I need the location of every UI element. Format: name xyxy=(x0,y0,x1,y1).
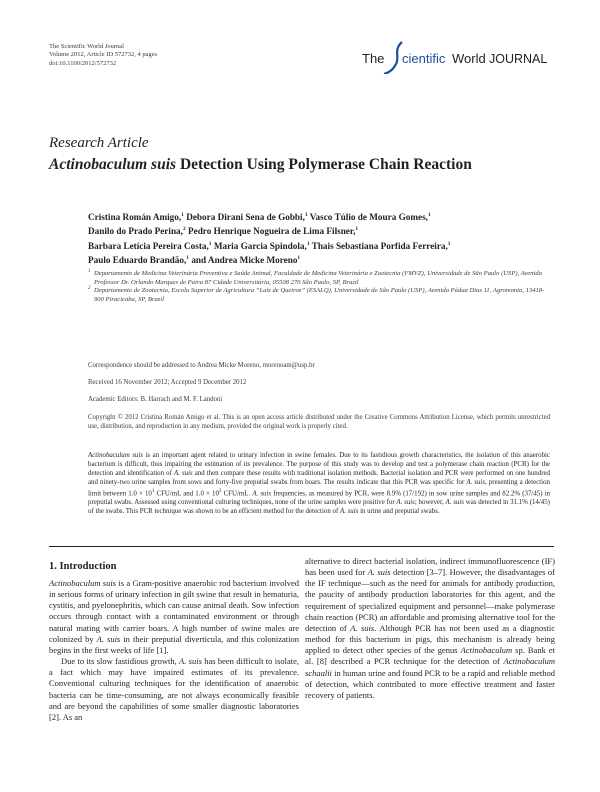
correspondence-email[interactable]: morenoam@usp.br xyxy=(262,362,315,369)
logo-s-swoosh xyxy=(384,42,402,74)
logo-world: World xyxy=(452,51,486,66)
author-name: Barbara Letícia Pereira Costa, xyxy=(88,241,209,251)
affiliation-text: Departamento de Zootecnia, Escola Superior de Agricultura “Luiz de Queiroz” (ESALQ), Universidade de São Paulo (USP), Avenida Pádua Dias 11, Agronomia, 13418-900 Piracicaba, SP, Brazil xyxy=(94,287,545,303)
body-text: in human urine and found PCR to be a rapid and reliable method of detection, which contributed to more effective treatment and faster recovery of patients. xyxy=(305,667,555,700)
journal-name: The Scientific World Journal xyxy=(49,43,124,50)
author-affil: 1 xyxy=(208,240,212,247)
species-name: A. suis xyxy=(339,507,359,515)
species-name: A. suis xyxy=(466,478,486,486)
author-name: Pedro Henrique Nogueira de Lima Filsner, xyxy=(185,226,356,237)
author-line xyxy=(88,252,558,266)
author-affil: 1 xyxy=(355,226,359,233)
paragraph xyxy=(49,578,299,656)
species-name: A. suis xyxy=(350,622,375,633)
paper-title xyxy=(49,156,472,174)
affiliations xyxy=(88,270,548,304)
abstract-text: ; however, xyxy=(414,498,446,506)
author-line xyxy=(88,209,558,223)
body-text: . Although PCR has not been used as a diagnostic method for this bacterium in pigs, this mechanism is already being applied to detect other species of the genus xyxy=(305,622,556,656)
body-text: detection [3–7]. However, the disadvantages of the IF technique—such as the need for animals for antibody production, the paucity of antibody production laboratories for this agent, and the requirement of specialized equipment and personnel—make polymerase chain reaction (PCR) an affordable and promising alternative tool for the detection of xyxy=(305,567,555,633)
author-line xyxy=(88,238,558,252)
species-name: A. suis xyxy=(396,498,415,506)
species-name: A. suis xyxy=(445,498,464,506)
affiliation-text: Departamento de Medicina Veterinária Preventiva e Saúde Animal, Faculdade de Medicina Veterinária e Zootecnia (FMVZ), Universidade de São Paulo (USP), Avenida Professor Dr. Orlando Marques de Paiva 87 Cidade Universitária, 05508 270 São Paulo, SP, Brazil xyxy=(94,270,542,286)
abstract xyxy=(88,452,550,517)
author-affil: 2 xyxy=(182,226,186,233)
body-text: has been difficult to isolate, a fact which may have impaired estimates of its prevalence. Conventional culturing techniques for the identification of anaerobic bacteria can be time-consuming, are not always economically feasible and are beyond the capabilities of some smaller diagnostic laboratories [2]. As an xyxy=(49,656,300,722)
author-affil: 1 xyxy=(306,240,310,247)
abstract-text: , presenting a detection limit between 1.0 × 10 xyxy=(88,478,550,497)
abstract-text: and then compare these results with traditional isolation methods. Bacterial isolation and PCR were performed on one hundred and ninety-two urine samples from sows and forty-five preputial swabs from boars. The results indicate that this PCR was specific for xyxy=(88,469,550,486)
author-affil: 1 xyxy=(186,255,190,262)
abstract-text: frequencies, as measured by PCR, were 8.9% (17/192) in sow urine samples and 82.2% (37/45) in preputial swabs. Assessed using conventional culturing techniques, none of the urine samples were positive for xyxy=(88,489,550,506)
body-text: is a Gram-positive anaerobic rod bacterium involved in serious forms of urinary infection in gilt swine that result in hematuria, cystitis, and pyelonephritis, which can cause animal death. Sow infection occurs through contact with a contaminated environment or through natural mating with carrier boars. A high number of swine males are colonized by xyxy=(49,578,299,644)
doi: doi:10.1100/2012/572732 xyxy=(49,59,117,67)
author-name: Paulo Eduardo Brandão, xyxy=(88,255,187,266)
abstract-text: CFU/mL and 1.0 × 10 xyxy=(154,489,219,497)
copyright-notice: Copyright © 2012 Cristina Román Amigo et al. This is an open access article distributed under the Creative Commons Attribution License, which permits unrestricted use, distribution, and reproduction in any medium, provided the original work is properly cited. xyxy=(88,414,550,430)
title-species: Actinobaculum suis xyxy=(49,156,177,173)
journal-logo xyxy=(362,40,552,74)
exponent: 2 xyxy=(218,488,222,494)
abstract-text: CFU/mL. xyxy=(221,489,253,497)
author-name: Thais Sebastiana Porfida Ferreira, xyxy=(309,241,448,251)
correspondence xyxy=(88,362,315,371)
author-line xyxy=(88,223,558,237)
species-name: Actinobaculum suis xyxy=(49,578,117,588)
article-type: Research Article xyxy=(49,135,149,151)
author-name: Debora Dirani Sena de Gobbi, xyxy=(183,212,305,223)
body-column-right xyxy=(305,556,555,701)
body-text: alternative to direct bacterial isolation, indirect immunofluorescence (IF) has been used for xyxy=(305,556,555,578)
species-name: A. suis xyxy=(367,567,391,578)
author-affil: 1 xyxy=(304,212,308,218)
affiliation-number: 2 xyxy=(88,286,91,292)
correspondence-text: Correspondence should be addressed to Andrea Micke Moreno, xyxy=(88,362,263,369)
species-name: Actinobaculum schaalii xyxy=(305,656,555,678)
received-accepted-dates: Received 16 November 2012; Accepted 9 December 2012 xyxy=(88,379,247,386)
author-affil: 1 xyxy=(181,212,184,218)
affiliation-number: 1 xyxy=(88,269,91,274)
author-affil: 1 xyxy=(447,240,451,247)
body-text: Due to its slow fastidious growth, xyxy=(61,656,180,667)
journal-meta xyxy=(49,43,157,68)
logo-the: The xyxy=(362,51,385,66)
section-heading: 1. Introduction xyxy=(49,561,117,572)
logo-cientific: cientific xyxy=(402,51,446,66)
title-rest: Detection Using Polymerase Chain Reaction xyxy=(176,156,472,173)
academic-editors: Academic Editors: B. Harrach and M. F. Landoni xyxy=(88,396,223,403)
species-name: A. suis xyxy=(252,489,272,497)
author-name: Danilo do Prado Perina, xyxy=(88,226,183,237)
species-name: A. suis xyxy=(173,469,193,477)
body-column-left xyxy=(49,578,299,723)
genus-name: Actinobaculum xyxy=(460,645,513,656)
author-name: Cristina Román Amigo, xyxy=(88,212,182,223)
author-name: Maria Garcia Spindola, xyxy=(211,241,307,251)
abstract-text: is an important agent related to urinary infection in swine females. Due to its fastidious growth characteristics, the isolation of this anaerobic bacterium is difficult, thus impairing the estimation of its prevalence. The purpose of this study was to develop and test a polymerase chain reaction (PCR) for the detection and identification of xyxy=(88,452,550,477)
species-name: A. suis xyxy=(179,656,202,667)
species-name: A. suis xyxy=(96,633,121,644)
logo-journal: JOURNAL xyxy=(489,52,548,66)
species-name: Actinobaculum suis xyxy=(88,452,143,459)
author-list xyxy=(88,209,558,267)
body-text: sp. Bank et al. [8] described a PCR technique for the detection of xyxy=(305,645,555,667)
author-name: and Andrea Micke Moreno xyxy=(189,255,298,266)
author-name: Vasco Túlio de Moura Gomes, xyxy=(307,212,428,223)
section-divider xyxy=(49,546,554,547)
affiliation xyxy=(88,270,548,287)
paragraph xyxy=(49,656,299,723)
paragraph xyxy=(305,556,555,701)
abstract-text: was detected in 31.1% (14/45) of the swabs. This PCR technique was shown to be an efficient method for the detection of xyxy=(88,498,550,515)
abstract-text: in urine and preputial swabs. xyxy=(358,507,440,515)
author-affil: 1 xyxy=(427,212,431,218)
body-text: in their preputial diverticula, and this colonization begins in the first weeks of life [1]. xyxy=(49,633,299,655)
author-affil: 1 xyxy=(297,255,301,262)
volume-info: Volume 2012, Article ID 572732, 4 pages xyxy=(49,51,158,59)
affiliation xyxy=(88,287,548,304)
exponent: 1 xyxy=(151,488,155,494)
